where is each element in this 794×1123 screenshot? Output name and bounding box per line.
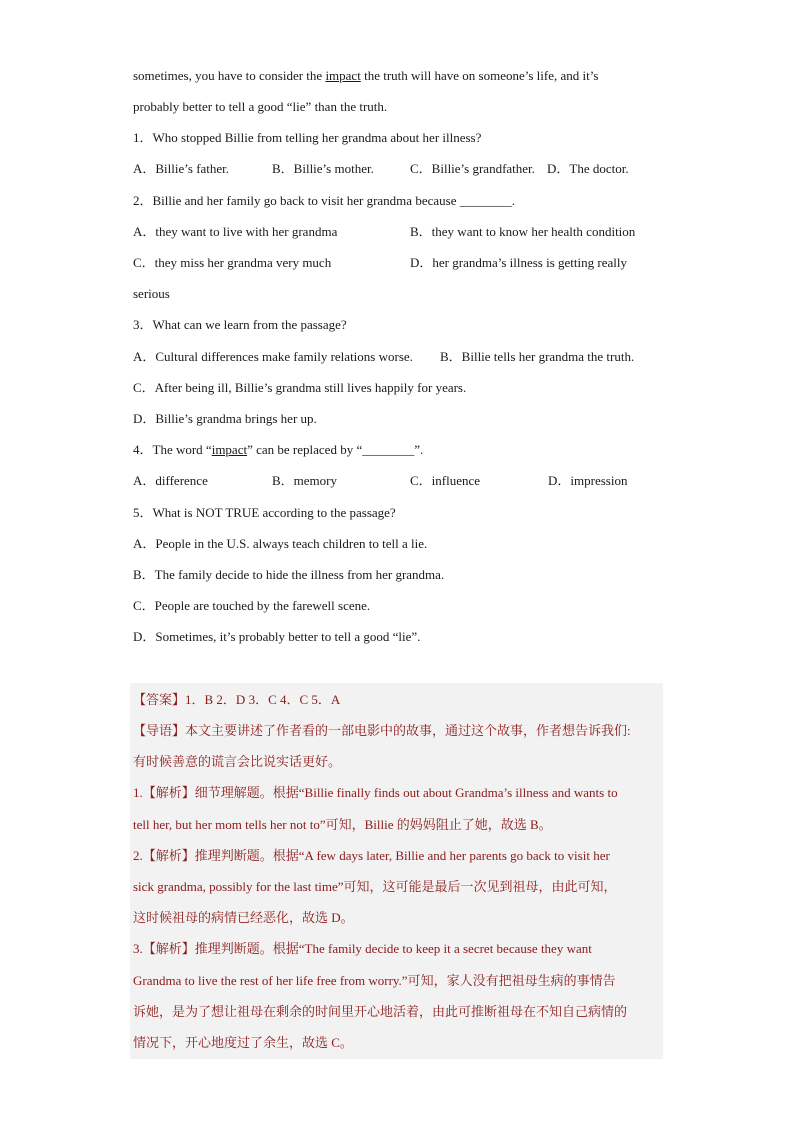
q2-option-d: D．her grandma’s illness is getting really: [410, 255, 627, 270]
q5-option-d: D．Sometimes, it’s probably better to tell a good “lie”.: [133, 629, 421, 644]
answer-line: [133, 692, 340, 708]
guide-line: [133, 723, 631, 739]
explanation-text: 推理判断题。根据“A few days later, Billie and her parents go back to visit her: [194, 848, 610, 863]
explanation-text: 细节理解题。根据“Billie finally finds out about Grandma’s illness and wants to: [194, 785, 618, 800]
q4-stem-text: ” can be replaced by “________”.: [247, 442, 424, 457]
explanation-3-line: 情况下，开心地度过了余生，故选 C。: [133, 1035, 353, 1050]
q2-option-c: C．they miss her grandma very much: [133, 255, 332, 270]
q4-option-d: D．impression: [548, 473, 628, 488]
guide-line: 有时候善意的谎言会比说实话更好。: [133, 754, 342, 769]
q1-option-b: B．Billie’s mother.: [272, 161, 374, 176]
analysis-tag: 【解析】: [142, 848, 195, 863]
explanation-3-line: 诉她，是为了想让祖母在剩余的时间里开心地活着，由此可推断祖母在不知自己病情的: [133, 1004, 628, 1019]
question-3-stem: 3．What can we learn from the passage?: [133, 317, 347, 332]
passage-line: probably better to tell a good “lie” than the truth.: [133, 99, 388, 114]
explanation-1: [133, 785, 618, 801]
q5-option-c: C．People are touched by the farewell scene.: [133, 598, 371, 613]
q4-option-c: C．influence: [410, 473, 481, 488]
q3-option-b: B．Billie tells her grandma the truth.: [440, 349, 635, 364]
explanation-3: [133, 941, 592, 957]
passage-text: sometimes, you have to consider the: [133, 68, 326, 83]
answer-key: 1．B 2．D 3．C 4．C 5．A: [185, 692, 341, 707]
q5-option-b: B．The family decide to hide the illness from her grandma.: [133, 567, 445, 582]
question-1-stem: 1．Who stopped Billie from telling her grandma about her illness?: [133, 130, 482, 145]
explanation-text: 推理判断题。根据“The family decide to keep it a secret because they want: [194, 941, 592, 956]
explanation-number: 2.: [133, 848, 143, 863]
q1-option-a: A．Billie’s father.: [133, 161, 230, 176]
analysis-tag: 【解析】: [142, 785, 195, 800]
q1-option-c: C．Billie’s grandfather.: [410, 161, 535, 176]
q3-option-c: C．After being ill, Billie’s grandma still lives happily for years.: [133, 380, 467, 395]
passage-line: [133, 68, 598, 84]
question-2-stem: 2．Billie and her family go back to visit her grandma because ________.: [133, 193, 515, 208]
underlined-word-impact: impact: [211, 442, 248, 457]
question-5-stem: 5．What is NOT TRUE according to the passage?: [133, 505, 396, 520]
explanation-2: [133, 848, 610, 864]
explanation-number: 1.: [133, 785, 143, 800]
q4-stem-text: 4．The word “: [133, 442, 212, 457]
answer-tag: 【答案】: [133, 692, 186, 707]
q4-option-a: A．difference: [133, 473, 208, 488]
q3-option-d: D．Billie’s grandma brings her up.: [133, 411, 317, 426]
q2-option-a: A．they want to live with her grandma: [133, 224, 338, 239]
explanation-3-line: Grandma to live the rest of her life free from worry.”可知，家人没有把祖母生病的事情告: [133, 973, 616, 988]
guide-tag: 【导语】: [133, 723, 186, 738]
underlined-word-impact: impact: [325, 68, 361, 83]
explanation-2-line: sick grandma, possibly for the last time”可知，这可能是最后一次见到祖母，由此可知，: [133, 879, 617, 894]
explanation-number: 3.: [133, 941, 143, 956]
question-4-stem: [133, 442, 423, 458]
q1-option-d: D．The doctor.: [547, 161, 629, 176]
explanation-1-line: tell her, but her mom tells her not to”可知，Billie 的妈妈阻止了她，故选 B。: [133, 817, 552, 832]
guide-text: 本文主要讲述了作者看的一部电影中的故事，通过这个故事，作者想告诉我们:: [185, 723, 631, 738]
q3-option-a: A．Cultural differences make family relations worse.: [133, 349, 413, 364]
answer-section: [130, 683, 663, 1059]
passage-text: the truth will have on someone’s life, and it’s: [360, 68, 599, 83]
q2-option-b: B．they want to know her health condition: [410, 224, 636, 239]
q5-option-a: A．People in the U.S. always teach children to tell a lie.: [133, 536, 428, 551]
analysis-tag: 【解析】: [142, 941, 195, 956]
q4-option-b: B．memory: [272, 473, 337, 488]
explanation-2-line: 这时候祖母的病情已经恶化，故选 D。: [133, 910, 354, 925]
q2-option-d-continuation: serious: [133, 286, 170, 301]
